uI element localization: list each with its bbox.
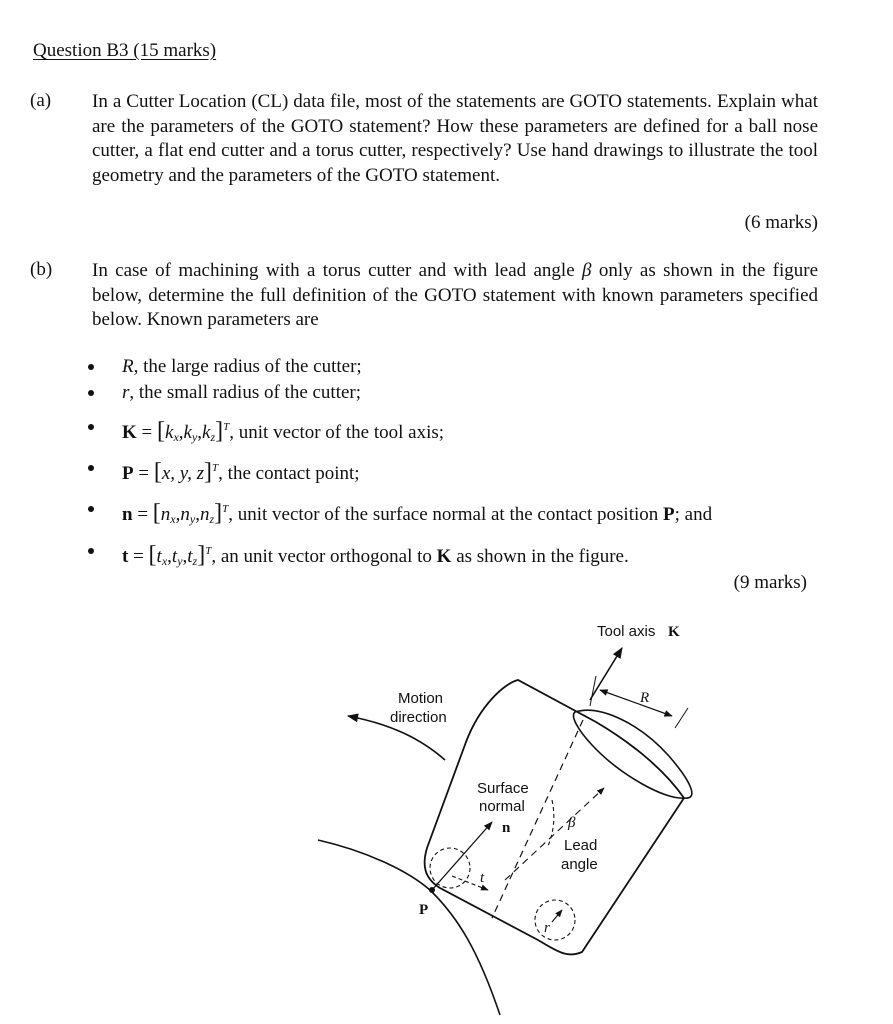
lead-angle-symbol: β [582,260,592,281]
coordinates: x, y, z [161,463,205,484]
part-b-marks: (9 marks) [733,572,807,593]
contact-point-label: P [419,902,429,918]
transpose-superscript: T [222,503,229,515]
contact-point-text: , the contact point; [218,463,360,484]
close-bracket: ] [197,542,206,568]
lead-angle-label-line1: Lead [564,837,598,854]
normal-vector-label: n [502,820,511,836]
close-bracket: ] [215,418,224,444]
equals-sign: = [136,422,157,443]
dimension-tick [675,708,688,728]
workpiece-surface-curve [318,840,500,1015]
surface-normal-label-line2: normal [479,798,525,815]
part-a-label: (a) [30,90,52,111]
transpose-superscript: T [212,462,219,474]
component: k [183,422,192,443]
large-radius-dimension [600,690,672,716]
subscript: z [192,554,198,568]
subscript: y [191,430,198,444]
comma: , [182,546,188,567]
subscript: x [161,554,168,568]
equals-sign: = [128,546,149,567]
subscript: z [209,512,215,526]
motion-label-line2: direction [390,709,447,726]
small-radius-symbol: r [122,382,130,403]
question-heading: Question B3 (15 marks) [33,40,217,61]
open-bracket: [ [152,500,161,526]
component: t [156,546,162,567]
orthogonal-vector-symbol: t [122,546,129,567]
open-bracket: [ [148,542,157,568]
component: t [171,546,178,567]
part-b-text-end: only as shown in the figure below, determine the full definition of the GOTO statement with known parameters specified below. Known parameters are [92,260,819,330]
component: k [202,422,211,443]
contact-point-dot [429,887,435,893]
comma: , [197,422,203,443]
motion-label-line1: Motion [398,690,444,707]
component: n [180,504,190,525]
small-radius-arrow [552,910,562,922]
large-radius-text: , the large radius of the cutter; [133,356,362,377]
transpose-superscript: T [223,421,230,433]
small-radius-text: , the small radius of the cutter; [129,382,362,403]
comma: , [175,504,181,525]
tool-axis-ref: K [436,546,452,567]
open-bracket: [ [157,418,165,444]
part-a-marks: (6 marks) [744,212,818,233]
contact-point-ref: P [663,504,675,525]
close-bracket: ] [214,500,223,526]
component: k [165,422,174,443]
tool-axis-label-symbol: K [668,624,680,640]
subscript: x [173,430,179,444]
subscript: z [210,430,216,444]
large-radius-label: R [640,690,650,706]
equals-sign: = [132,504,153,525]
subscript: y [177,554,183,568]
equals-sign: = [133,463,154,484]
tool-axis-label: Tool axis [597,623,656,640]
open-bracket: [ [153,459,162,485]
surface-normal-label-line1: Surface [477,780,529,797]
tool-axis-symbol: K [122,422,137,443]
component: n [199,504,210,525]
surface-normal-text: , unit vector of the surface normal at the contact position [228,504,663,525]
comma: , [178,422,184,443]
comma: , [167,546,172,567]
torus-section-circle-right [535,900,575,940]
tool-axis-text: , unit vector of the tool axis; [229,422,445,443]
surface-normal-text-end: ; and [674,504,713,525]
orthogonal-vector-text-end: as shown in the figure. [451,546,629,567]
lead-angle-arc [548,800,554,846]
subscript: y [189,512,196,526]
lead-angle-beta-label: β [568,815,576,831]
part-a-text: In a Cutter Location (CL) data file, most of the statements are GOTO statements. Explain what are the parameters of the GOTO statement? How these parameters are defined for a ball nose cutter, a flat end cutter and a torus cutter, respectively? Use hand drawings to illustrate the tool geometry and the parameters of the GOTO statement. [92,91,818,186]
t-vector-label: t [480,870,485,886]
component: n [160,504,171,525]
part-b-text-start: In case of machining with a torus cutter and with lead angle [92,260,575,281]
comma: , [195,504,200,525]
lead-angle-label-line2: angle [561,856,598,873]
part-b-label: (b) [30,259,53,280]
subscript: x [170,512,176,526]
small-radius-label: r [544,920,550,936]
large-radius-symbol: R [122,356,134,377]
orthogonal-vector-text: , an unit vector orthogonal to [211,546,437,567]
contact-point-symbol: P [122,463,134,484]
component: t [187,546,193,567]
transpose-superscript: T [205,545,212,557]
surface-normal-symbol: n [122,504,133,525]
close-bracket: ] [204,459,213,485]
